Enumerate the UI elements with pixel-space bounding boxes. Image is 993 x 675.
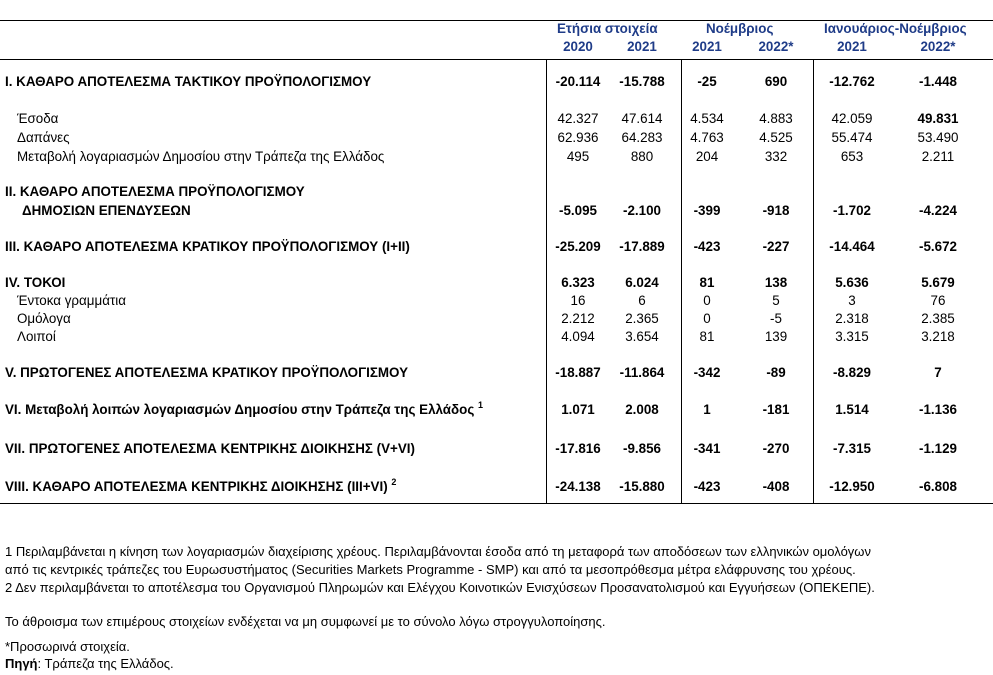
row-label-text: Δαπάνες — [17, 130, 70, 145]
table-cell: -15.788 — [619, 74, 665, 89]
table-cell: -227 — [762, 239, 790, 254]
table-cell: 6.024 — [625, 275, 659, 290]
footnote-marker: 1 — [478, 400, 484, 410]
row-label — [5, 441, 415, 456]
row-label-text: VI. Μεταβολή λοιπών λογαριασμών Δημοσίου στην Τράπεζα της Ελλάδος — [5, 402, 475, 417]
table-cell: 42.327 — [557, 111, 599, 126]
row-label — [5, 275, 65, 290]
table-cell: -408 — [762, 479, 790, 494]
row-label — [5, 184, 305, 199]
table-cell: 138 — [764, 275, 788, 290]
rounding-note: Το άθροισμα των επιμέρους στοιχείων ενδέχεται να μη συμφωνεί με το σύνολο λόγω στρογγυλοποίησης. — [5, 614, 606, 629]
header-jan-nov: Ιανουάριος-Νοέμβριος — [824, 21, 967, 36]
table-cell: -17.889 — [619, 239, 665, 254]
table-cell: 139 — [764, 329, 788, 344]
table-cell: -342 — [693, 365, 721, 380]
footnote-1-line-1: 1 Περιλαμβάνεται η κίνηση των λογαριασμών διαχείρισης χρέους. Περιλαμβάνονται έσοδα από τη μεταφορά των αποδόσεων των ελληνικών ομολόγων — [5, 544, 871, 559]
table-cell: -270 — [762, 441, 790, 456]
table-cell: -5.672 — [919, 239, 957, 254]
table-cell: -12.950 — [829, 479, 875, 494]
table-cell: -12.762 — [829, 74, 875, 89]
header-year: 2022* — [758, 39, 794, 54]
source-note — [5, 656, 174, 671]
table-cell: 3 — [848, 293, 856, 308]
row-label-text: VIII. ΚΑΘΑΡΟ ΑΠΟΤΕΛΕΣΜΑ ΚΕΝΤΡΙΚΗΣ ΔΙΟΙΚΗΣΗΣ (III+VI) — [5, 479, 388, 494]
row-label — [17, 149, 384, 164]
row-label — [17, 311, 71, 326]
row-label — [5, 402, 483, 417]
table-cell: 7 — [934, 365, 942, 380]
table-cell: 42.059 — [831, 111, 873, 126]
table-cell: 332 — [764, 149, 788, 164]
col-divider-3 — [813, 60, 814, 503]
table-cell: -399 — [693, 203, 721, 218]
header-annual: Ετήσια στοιχεία — [557, 21, 658, 36]
provisional-note: *Προσωρινά στοιχεία. — [5, 639, 130, 654]
row-label — [5, 239, 410, 254]
row-label — [17, 130, 70, 145]
table-cell: 495 — [566, 149, 590, 164]
table-cell: -25.209 — [555, 239, 601, 254]
table-cell: 76 — [930, 293, 946, 308]
table-cell: 62.936 — [557, 130, 599, 145]
row-label-line-2: ΔΗΜΟΣΙΩΝ ΕΠΕΝΔΥΣΕΩΝ — [22, 203, 191, 218]
table-cell: -18.887 — [555, 365, 601, 380]
table-cell: 64.283 — [621, 130, 663, 145]
row-label-text: V. ΠΡΩΤΟΓΕΝΕΣ ΑΠΟΤΕΛΕΣΜΑ ΚΡΑΤΙΚΟΥ ΠΡΟΫΠΟΛΟΓΙΣΜΟΥ — [5, 365, 409, 380]
table-cell: 690 — [764, 74, 788, 89]
row-label — [17, 329, 56, 344]
table-cell: -423 — [693, 479, 721, 494]
table-cell: -341 — [693, 441, 721, 456]
header-year: 2021 — [692, 39, 722, 54]
row-label-text: VII. ΠΡΩΤΟΓΕΝΕΣ ΑΠΟΤΕΛΕΣΜΑ ΚΕΝΤΡΙΚΗΣ ΔΙΟΙΚΗΣΗΣ (V+VI) — [5, 441, 415, 456]
table-cell: 3.218 — [921, 329, 955, 344]
footnote-1-line-2: από τις κεντρικές τράπεζες του Ευρωσυστήματος (Securities Markets Programme - SMP) και από τα μεσοπρόθεσμα μέτρα ελάφρυνσης του χρέους. — [5, 562, 856, 577]
table-cell: 5 — [772, 293, 780, 308]
table-cell: -1.129 — [919, 441, 957, 456]
header-november: Νοέμβριος — [706, 21, 774, 36]
header-year: 2021 — [627, 39, 657, 54]
header-year: 2020 — [563, 39, 593, 54]
table-cell: -2.100 — [623, 203, 661, 218]
row-label-text: I. ΚΑΘΑΡΟ ΑΠΟΤΕΛΕΣΜΑ ΤΑΚΤΙΚΟΥ ΠΡΟΫΠΟΛΟΓΙΣΜΟΥ — [5, 74, 372, 89]
row-label-text: III. ΚΑΘΑΡΟ ΑΠΟΤΕΛΕΣΜΑ ΚΡΑΤΙΚΟΥ ΠΡΟΫΠΟΛΟΓΙΣΜΟΥ (I+II) — [5, 239, 410, 254]
table-cell: 1 — [703, 402, 711, 417]
table-cell: 4.094 — [561, 329, 595, 344]
table-cell: 55.474 — [831, 130, 873, 145]
table-cell: 3.315 — [835, 329, 869, 344]
table-cell: 81 — [699, 329, 715, 344]
table-cell: -17.816 — [555, 441, 601, 456]
table-cell: 1.514 — [835, 402, 869, 417]
row-label — [5, 479, 396, 494]
table-cell: 49.831 — [917, 111, 959, 126]
row-label-text: IV. ΤΟΚΟΙ — [5, 275, 66, 290]
table-cell: 5.679 — [921, 275, 955, 290]
header-rule — [0, 59, 993, 60]
row-label-text: Μεταβολή λογαριασμών Δημοσίου στην Τράπεζα της Ελλάδος — [17, 149, 385, 164]
table-cell: 4.763 — [690, 130, 724, 145]
table-cell: 47.614 — [621, 111, 663, 126]
table-cell: 2.385 — [921, 311, 955, 326]
table-cell: -1.136 — [919, 402, 957, 417]
table-cell: -4.224 — [919, 203, 957, 218]
table-cell: -11.864 — [619, 365, 665, 380]
row-label-text: II. ΚΑΘΑΡΟ ΑΠΟΤΕΛΕΣΜΑ ΠΡΟΫΠΟΛΟΓΙΣΜΟΥ — [5, 184, 305, 199]
table-cell: -5.095 — [559, 203, 597, 218]
table-cell: -20.114 — [555, 74, 601, 89]
table-cell: 2.318 — [835, 311, 869, 326]
header-year: 2021 — [837, 39, 867, 54]
table-cell: 81 — [699, 275, 715, 290]
footnote-marker: 2 — [391, 477, 397, 487]
table-cell: 53.490 — [917, 130, 959, 145]
table-cell: -181 — [762, 402, 790, 417]
table-cell: -15.880 — [619, 479, 665, 494]
bottom-rule — [0, 503, 993, 504]
table-cell: 0 — [703, 293, 711, 308]
row-label-text: Λοιποί — [17, 329, 56, 344]
table-cell: 4.534 — [690, 111, 724, 126]
table-cell: 16 — [570, 293, 586, 308]
table-cell: -8.829 — [833, 365, 871, 380]
table-cell: -5 — [770, 311, 782, 326]
row-label-text: Έσοδα — [17, 111, 59, 126]
table-cell: -25 — [697, 74, 717, 89]
table-cell: -24.138 — [555, 479, 601, 494]
table-cell: 5.636 — [835, 275, 869, 290]
table-cell: 1.071 — [561, 402, 595, 417]
footnote-2: 2 Δεν περιλαμβάνεται το αποτέλεσμα του Οργανισμού Πληρωμών και Ελέγχου Κοινοτικών Ενισχύσεων Προσανατολισμού και Εγγυήσεων (ΟΠΕΚΕΠΕ). — [5, 580, 875, 595]
table-cell: 2.008 — [625, 402, 659, 417]
table-cell: 2.212 — [561, 311, 595, 326]
table-cell: -7.315 — [833, 441, 871, 456]
table-cell: 6.323 — [561, 275, 595, 290]
row-label-text: Έντοκα γραμμάτια — [17, 293, 126, 308]
table-cell: 4.525 — [759, 130, 793, 145]
table-cell: 653 — [840, 149, 864, 164]
table-cell: -6.808 — [919, 479, 957, 494]
table-cell: -14.464 — [829, 239, 875, 254]
table-cell: -9.856 — [623, 441, 661, 456]
table-cell: -918 — [762, 203, 790, 218]
table-cell: -1.702 — [833, 203, 871, 218]
row-label-text: Ομόλογα — [17, 311, 71, 326]
table-cell: -423 — [693, 239, 721, 254]
source-text: : Τράπεζα της Ελλάδος. — [37, 656, 174, 671]
table-cell: 6 — [638, 293, 646, 308]
table-cell: 0 — [703, 311, 711, 326]
table-cell: 2.211 — [921, 149, 955, 164]
table-cell: 204 — [695, 149, 719, 164]
table-cell: 2.365 — [625, 311, 659, 326]
header-year: 2022* — [920, 39, 956, 54]
table-cell: -1.448 — [919, 74, 957, 89]
row-label — [17, 293, 126, 308]
table-cell: 880 — [630, 149, 654, 164]
row-label — [5, 74, 371, 89]
source-label: Πηγή — [5, 656, 38, 671]
table-cell: 3.654 — [625, 329, 659, 344]
row-label — [17, 111, 58, 126]
row-label — [5, 365, 408, 380]
table-cell: 4.883 — [759, 111, 793, 126]
table-cell: -89 — [766, 365, 786, 380]
